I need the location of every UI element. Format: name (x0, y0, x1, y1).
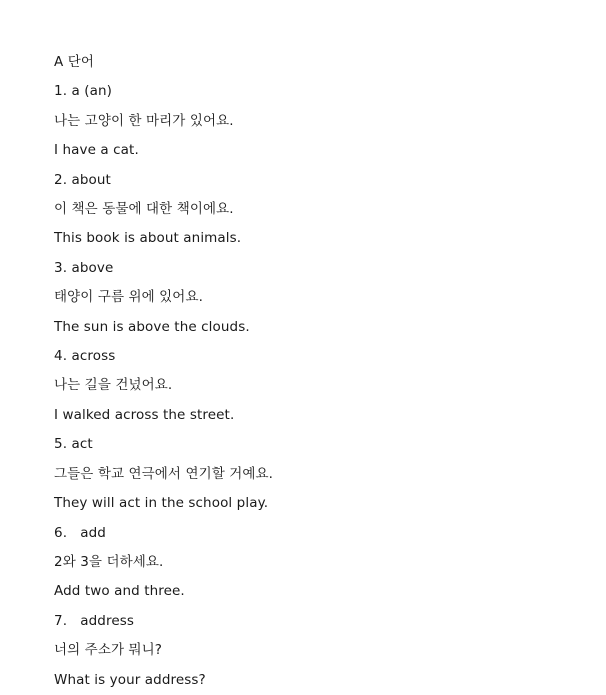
section-heading: A 단어 (54, 54, 95, 70)
entry-english-sentence: I walked across the street. (54, 406, 235, 423)
entry-korean-sentence: 태양이 구름 위에 있어요. (54, 289, 203, 306)
entry-korean-sentence: 2와 3을 더하세요. (54, 553, 164, 570)
entry-word: 6. add (54, 524, 106, 541)
entry-korean-sentence: 너의 주소가 뭐니? (54, 642, 163, 659)
entry-korean-sentence: 그들은 학교 연극에서 연기할 거예요. (54, 465, 274, 482)
entry-korean-sentence: 나는 길을 건넜어요. (54, 377, 173, 394)
entry-korean-sentence: 나는 고양이 한 마리가 있어요. (54, 112, 234, 129)
entry-english-sentence: Add two and three. (54, 583, 185, 600)
entry-english-sentence: This book is about animals. (54, 230, 242, 247)
entry-word: 2. about (54, 171, 111, 188)
entry-word: 5. act (54, 436, 93, 453)
entry-english-sentence: I have a cat. (54, 142, 139, 159)
entry-word: 1. a (an) (54, 83, 112, 100)
entry-english-sentence: The sun is above the clouds. (54, 318, 250, 335)
entry-word: 7. address (54, 612, 134, 629)
entry-korean-sentence: 이 책은 동물에 대한 책이에요. (54, 201, 234, 218)
entry-english-sentence: They will act in the school play. (54, 495, 269, 512)
document-body (54, 48, 574, 695)
entry-word: 4. across (54, 348, 116, 365)
entry-english-sentence: What is your address? (54, 671, 206, 688)
entry-word: 3. above (54, 259, 114, 276)
